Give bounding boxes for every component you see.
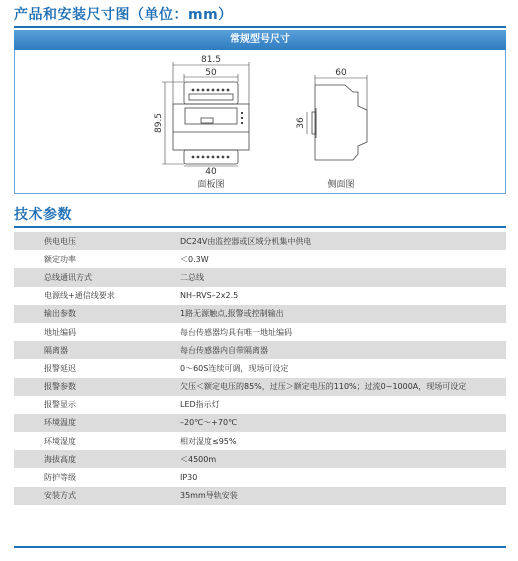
spec-value: 每台传感器均具有唯一地址编码 (180, 327, 292, 337)
spec-value: ＜0.3W (180, 254, 209, 264)
spec-key: 额定功率 (44, 254, 76, 264)
spec-value: LED指示灯 (180, 400, 220, 410)
table-row (14, 450, 506, 468)
spec-key: 安装方式 (44, 491, 76, 501)
side-view-caption: 侧面图 (327, 180, 355, 190)
spec-key: 电源线+通信线要求 (44, 291, 115, 301)
spec-value: 欠压＜额定电压的85%，过压＞额定电压的110%；过流0~1000A，现场可设定 (180, 382, 467, 392)
spec-value: IP30 (180, 473, 198, 483)
spec-value: DC24V由监控器或区域分机集中供电 (180, 236, 312, 246)
title-rule-2 (14, 226, 506, 228)
spec-key: 总线通讯方式 (44, 272, 92, 282)
dimensions-title: 产品和安装尺寸图（单位：mm） (14, 7, 233, 23)
table-row (14, 250, 506, 268)
spec-value: ＜4500m (180, 454, 217, 464)
spec-value: 0～60S连续可调，现场可设定 (180, 363, 289, 373)
title-rule (14, 26, 506, 28)
dim-bottom-width: 40 (205, 167, 217, 177)
table-row (14, 232, 506, 250)
table-row (14, 396, 506, 414)
spec-value: NH–RVS–2x2.5 (180, 291, 239, 301)
spec-key: 供电电压 (44, 236, 76, 246)
spec-value: 二总线 (180, 272, 204, 282)
spec-value: 每台传感器内自带隔离器 (180, 345, 268, 355)
table-row (14, 359, 506, 377)
model-dimensions-band: 常规型号尺寸 (14, 30, 506, 50)
spec-key: 海拔高度 (44, 454, 76, 464)
spec-value: –20℃～+70℃ (180, 418, 238, 428)
table-row (14, 287, 506, 305)
spec-key: 隔离器 (44, 345, 68, 355)
front-view (173, 82, 249, 164)
spec-value: 相对湿度≤95% (180, 436, 237, 446)
tech-params-title: 技术参数 (14, 207, 72, 223)
spec-table (14, 232, 506, 505)
table-row (14, 414, 506, 432)
table-row (14, 432, 506, 450)
spec-key: 报警显示 (44, 400, 76, 410)
table-end-rule (14, 546, 506, 548)
table-row (14, 268, 506, 286)
table-row (14, 468, 506, 486)
front-view-caption: 面板图 (197, 180, 225, 190)
spec-value: 35mm导轨安装 (180, 491, 238, 501)
dim-width-total: 81.5 (200, 55, 222, 65)
dim-height: 89.5 (154, 112, 164, 134)
spec-key: 报警延迟 (44, 363, 76, 373)
spec-key: 环境温度 (44, 418, 76, 428)
table-row (14, 323, 506, 341)
table-row (14, 378, 506, 396)
spec-key: 地址编码 (44, 327, 76, 337)
table-row (14, 487, 506, 505)
dim-width-inner: 50 (205, 68, 217, 78)
side-view (312, 85, 367, 160)
spec-value: 1路无源触点,报警或控制输出 (180, 309, 284, 319)
dim-depth: 60 (335, 68, 347, 78)
dimension-drawing (15, 50, 505, 193)
table-row (14, 341, 506, 359)
spec-key: 输出参数 (44, 309, 76, 319)
table-row (14, 305, 506, 323)
dim-rail-height: 36 (296, 117, 306, 129)
spec-key: 防护等级 (44, 473, 76, 483)
spec-key: 环境湿度 (44, 436, 76, 446)
drawing-panel (14, 50, 506, 194)
spec-key: 报警参数 (44, 382, 76, 392)
